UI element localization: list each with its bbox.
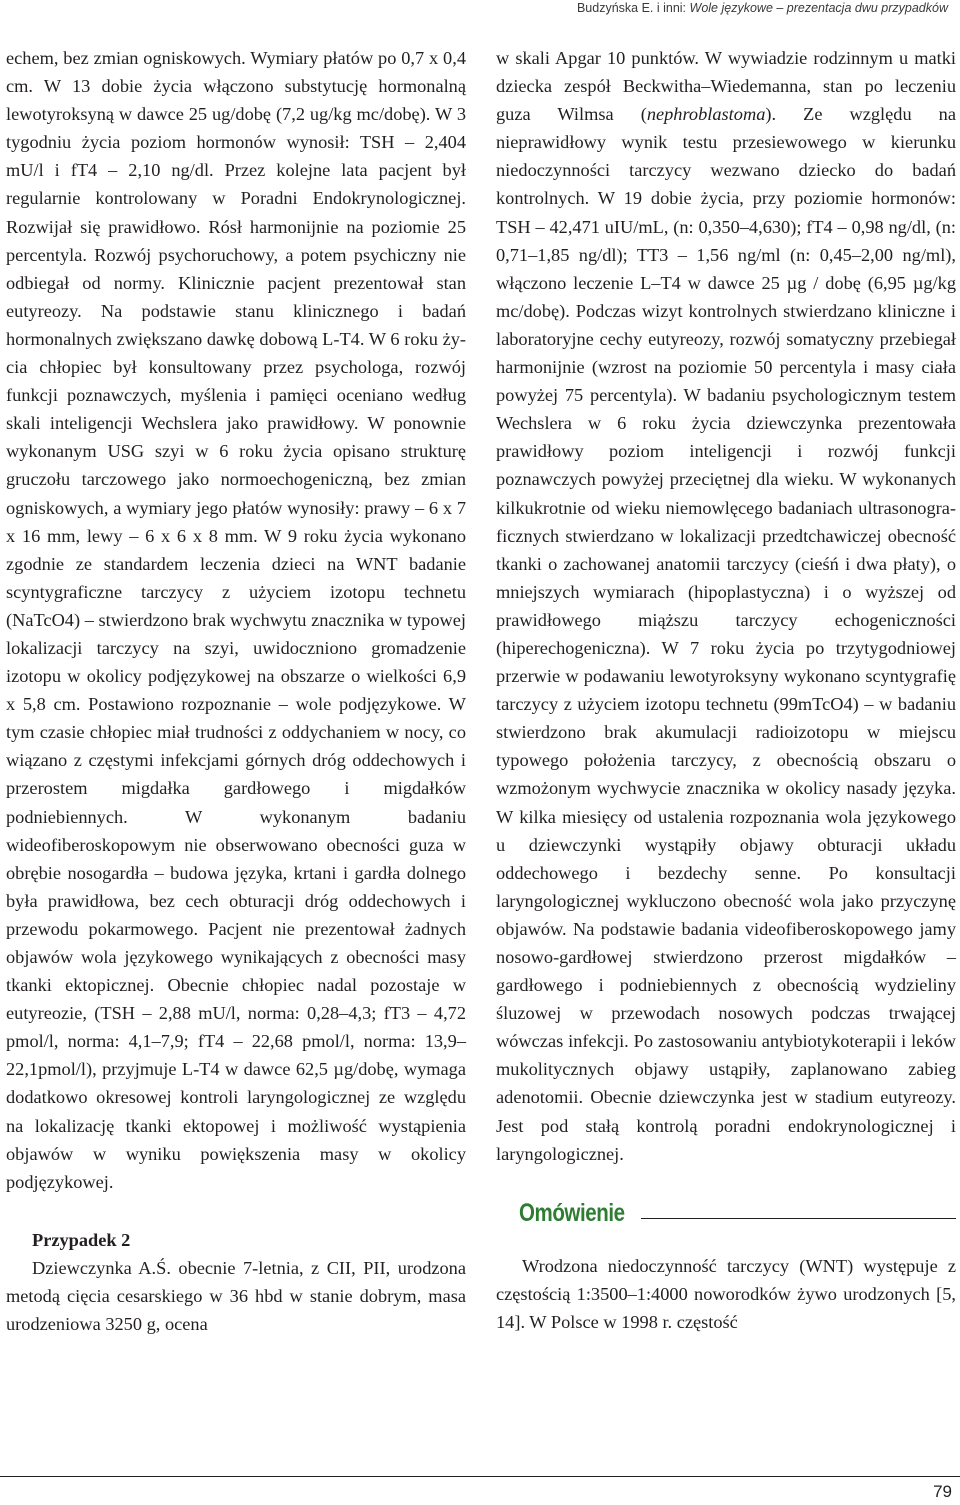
running-head-title: Wole językowe – prezentacja dwu przypadków: [689, 1, 948, 15]
case-2-intro-paragraph: Dziewczynka A.Ś. obecnie 7-letnia, z CII, PII, urodzona metodą cięcia cesarskiego w 36 hbd w stanie dobrym, masa urodzeniowa 3250 g, ocena: [6, 1257, 466, 1335]
section-rule-divider: [641, 1218, 956, 1219]
case-2-description-paragraph: [496, 44, 956, 1168]
discussion-section-title: Omówienie: [518, 1198, 625, 1227]
case-2-italic-term: nephroblastoma: [646, 104, 766, 125]
page-number: 79: [933, 1482, 952, 1501]
case-2-text-part-2: ). Ze względu na nieprawidłowy wynik testu przesiewowego w kierunku niedoczynności tarczycy wezwano dziecko do badań kontrolnych. W 19 dobie życia, przy poziomie hormonów: TSH – 42,471 uIU/mL, (n: 0,350–4,630); fT4 – 0,98 ng/dl, (n: 0,71–1,85 ng/dl); TT3 – 1,56 ng/ml (n: 0,45–2,00 ng/ml), włączono leczenie L–T4 w dawce 25 µg / dobę (6,95 µg/kg mc/dobę). Podczas wizyt kontrolnych stwierdzano kliniczne i laboratoryjne cechy eutyreozy, rozwój somatyczny przebiegał harmonijnie (wzrost na poziomie 50 percentyla i masy ciała powyżej 75 percentyla). W badaniu psychologicznym testem Wechslera w 6 roku życia dziewczynka prezentowała prawidłowy poziom inteligencji i rozwój funkcji poznawczych powyżej przeciętnej dla wieku. W wykonanych kilkukrotnie od wieku niemowlęcego badaniach ultrasonograficznych stwierdzano w lokalizacji przedtchawiczej obecność tkanki o zachowanej anatomii tarczycy (cieśń i dwa płaty), o mniejszych wymiarach (hipoplastyczna) i o wyższej od prawidłowego miąższu tarczycy echogeniczności (hiperechogeniczna). W 7 roku życia po trzytygodniowej przerwie w podawaniu lewotyroksyny wykonano scyntygrafię tarczycy z użyciem izotopu technetu (99mTcO4) – w badaniu stwierdzono brak akumulacji radioizotopu w miejscu typowego położenia tarczycy, z obecnością obszaru o wzmożonym wychwycie znacznika w okolicy nasady języka. W kilka miesięcy od ustalenia rozpoznania wola językowego u dziewczynki wystąpiły objawy obturacji układu oddechowego i bezdechy senne. Po konsultacji laryngologicznej wykluczono obecność wola jako przyczynę objawów. Na podstawie badania videofiberoskopowego jamy nosowo-gardłowej stwierdzono przerost migdałków – gardłowego i podniebiennych z obecnością wydzieliny śluzowej w przewodach nosowych podczas trwającej wówczas infekcji. Po zastosowaniu antybiotykoterapii i leków mukolitycznych objawy ustąpiły, zaplanowano zabieg adenotomii. Obecnie dziewczynka jest w stadium eutyreozy. Jest pod stałą kontrolą poradni endokrynologicznej i laryngologicznej.: [496, 104, 956, 1164]
footer-divider: [0, 1476, 960, 1477]
right-column: [496, 44, 956, 1336]
case-2-heading: Przypadek 2: [32, 1229, 131, 1250]
case-2-text-part-1: w skali Apgar 10 punktów. W wywiadzie rodzinnym u matki dziecka zespół Beckwitha–Wiedemanna, stan po leczeniu guza Wilmsa (: [496, 48, 956, 125]
left-column: [6, 44, 466, 1338]
discussion-section-header: [496, 1198, 956, 1228]
discussion-paragraph: Wrodzona niedoczynność tarczycy (WNT) występuje z częstością 1:3500–1:4000 noworodków żywo urodzonych [5, 14]. W Polsce w 1998 r. częstość: [496, 1255, 956, 1332]
running-head-authors: Budzyńska E. i inni:: [576, 1, 687, 15]
case-1-continuation-paragraph: echem, bez zmian ogniskowych. Wymiary płatów po 0,7 x 0,4 cm. W 13 dobie życia włączono substytucję hormonalną lewotyroksyną w dawce 25 ug/dobę (7,2 ug/kg mc/dobę). W 3 tygodniu życia poziom hormonów wynosił: TSH – 2,404 mU/l i fT4 – 2,10 ng/dl. Przez kolejne lata pacjent był regularnie kontrolowany w Poradni Endokrynologicznej. Rozwijał się prawidłowo. Rósł harmonijnie na poziomie 25 percentyla. Rozwój psychoruchowy, a potem psychiczny nie odbiegał od normy. Klinicznie pacjent prezentował stan eutyreozy. Na podstawie stanu klinicznego i badań hormonalnych zwiększano dawkę dobową L-T4. W 6 roku życia chłopiec był konsultowany przez psychologa, rozwój funkcji poznawczych, myślenia i pamięci oceniano według skali inteligencji Wechslera jako prawidłowy. W ponownie wykonanym USG szyi w 6 roku życia opisano strukturę gruczołu tarczowego jako normoechogeniczną, bez zmian ogniskowych, a wymiary jego płatów wynosiły: prawy – 6 x 7 x 16 mm, lewy – 6 x 6 x 8 mm. W 9 roku życia wykonano zgodnie ze standardem leczenia dzieci na WNT badanie scyntygraficzne tarczycy z użyciem izotopu technetu (NaTcO4) – stwierdzono brak wychwytu znacznika w typowej lokalizacji tarczycy na szyi, uwidoczniono gromadzenie izotopu w okolicy podjęzykowej na obszarze o wielkości 6,9 x 5,8 cm. Postawiono rozpoznanie – wole podjęzykowe. W tym czasie chłopiec miał trudności z oddychaniem w nocy, co wiązano z częstymi infekcjami górnych dróg oddechowych i przerostem migdałka gardłowego i migdałków podniebiennych. W wykonanym badaniu wideofiberoskopowym nie obserwowano obecności guza w obrębie nosogardła – budowa języka, krtani i gardła dolnego była prawidłowa, bez cech obturacji dróg oddechowych i przewodu pokarmowego. Pacjent nie prezentował żadnych objawów wola językowego wynikających z obecności masy tkanki ektopicznej. Obecnie chłopiec nadal pozostaje w eutyreozie, (TSH – 2,88 mU/l, norma: 0,28–4,3; fT3 – 4,72 pmol/l, norma: 4,1–7,9; fT4 – 22,68 pmol/l, norma: 13,9–22,1pmol/l), przyjmuje L-T4 w dawce 62,5 µg/dobę, wymaga dodatkowo okresowej kontroli laryngologicznej ze względu na lokalizację tkanki ektopowej i możliwość wystąpienia objawów w wyniku powiększenia masy w okolicy podjęzykowej.: [6, 48, 466, 1192]
running-head: [577, 0, 948, 16]
